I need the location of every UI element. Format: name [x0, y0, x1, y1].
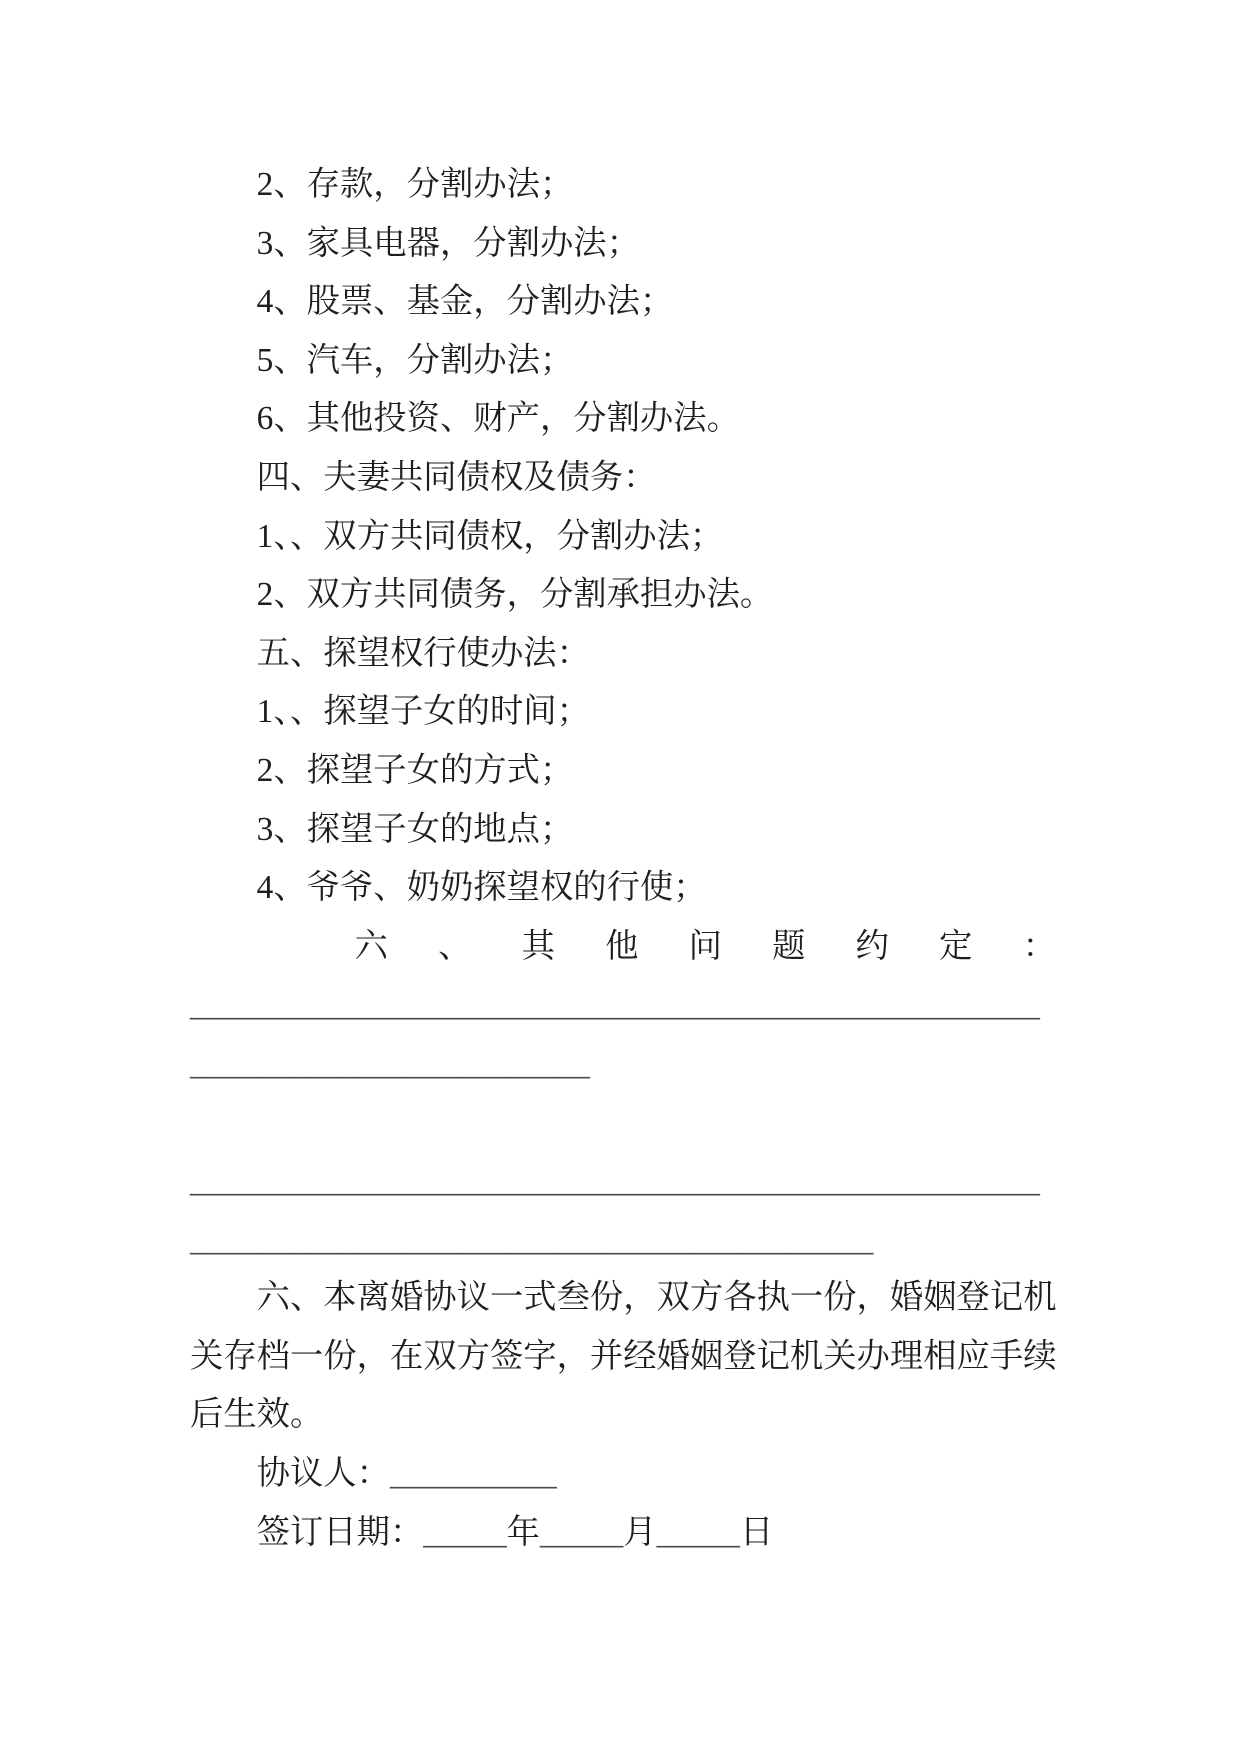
heading-char: 其 [521, 927, 555, 965]
section-heading-visitation: 五、探望权行使办法： [256, 634, 590, 672]
visitation-item: 4、爷爷、奶奶探望权的行使； [256, 869, 707, 907]
year-blank: _____ [423, 1513, 507, 1551]
signatory-blank: __________ [389, 1455, 557, 1493]
fill-in-line: ________________________ [190, 1044, 590, 1082]
heading-char: ： [1022, 927, 1056, 965]
fill-in-line: ___________________________________________________ [190, 986, 1040, 1024]
heading-char: 定 [939, 927, 973, 965]
day-unit: 日 [739, 1513, 774, 1551]
signatory-row [190, 1445, 1058, 1504]
paragraph-line: 关存档一份，在双方签字，并经婚姻登记机关办理相应手续 [190, 1337, 1057, 1375]
property-item: 4、股票、基金，分割办法； [256, 283, 674, 321]
property-item: 3、家具电器，分割办法； [256, 224, 640, 262]
visitation-item: 1、、探望子女的时间； [256, 693, 590, 731]
visitation-item: 3、探望子女的地点； [256, 810, 574, 848]
signing-date-row [190, 1504, 1058, 1563]
heading-char: 问 [688, 927, 722, 965]
heading-char: 题 [772, 927, 806, 965]
property-item: 2、存款，分割办法； [256, 166, 574, 203]
fill-in-line: ___________________________________________________ [190, 1162, 1040, 1200]
month-blank: _____ [539, 1513, 624, 1551]
heading-char: 六 [354, 927, 388, 965]
heading-char: 、 [438, 927, 472, 965]
debt-item: 2、双方共同债务，分割承担办法。 [256, 576, 774, 614]
visitation-item: 2、探望子女的方式； [256, 751, 574, 789]
paragraph-line: 后生效。 [190, 1396, 324, 1434]
day-blank: _____ [656, 1513, 740, 1551]
property-item: 6、其他投资、财产，分割办法。 [256, 400, 740, 438]
document-body [190, 156, 1058, 1562]
month-unit: 月 [623, 1513, 657, 1551]
empty-line [190, 1094, 1058, 1153]
signatory-label: 协议人： [256, 1455, 390, 1493]
property-item: 5、汽车，分割办法； [256, 341, 574, 379]
section-heading-debts: 四、夫妻共同债权及债务： [256, 458, 657, 496]
date-label: 签订日期： [256, 1513, 424, 1551]
paragraph-line: 六、本离婚协议一式叁份，双方各执一份，婚姻登记机 [256, 1279, 1057, 1317]
heading-char: 约 [855, 927, 889, 965]
section-heading-other-matters [355, 918, 1056, 977]
fill-in-line: _________________________________________ [190, 1220, 874, 1258]
year-unit: 年 [506, 1513, 540, 1551]
heading-char: 他 [605, 927, 639, 965]
debt-item: 1、、双方共同债权，分割办法； [256, 517, 724, 555]
